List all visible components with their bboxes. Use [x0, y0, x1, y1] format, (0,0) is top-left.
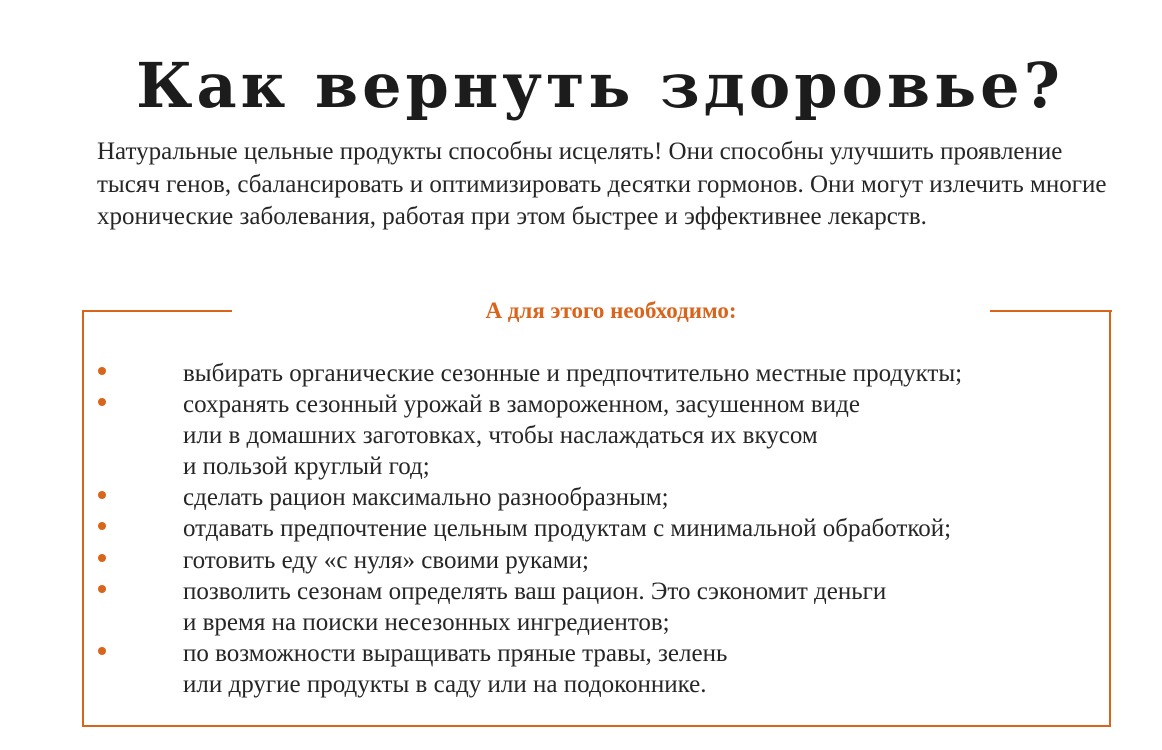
list-item-text: сохранять сезонный урожай в замороженном, засушенном виде или в домашних заготовках, чтобы наслаждаться их вкусом и пользой круглый год;: [183, 391, 860, 481]
list-item: [96, 358, 1096, 389]
list-item-text: отдавать предпочтение цельным продуктам с минимальной обработкой;: [183, 515, 952, 543]
frame-top-right-rule: [990, 310, 1112, 312]
bullet-icon: [98, 522, 106, 530]
list-item-text: позволить сезонам определять ваш рацион. Это сэкономит деньги и время на поиски несезонных ингредиентов;: [183, 577, 887, 636]
bullet-icon: [98, 554, 106, 562]
bullet-icon: [98, 367, 106, 375]
list-item: [96, 482, 1096, 513]
box-heading: А для этого необходимо:: [485, 298, 737, 323]
bullet-icon: [98, 585, 106, 593]
bullet-icon: [98, 491, 106, 499]
list-item-text: готовить еду «с нуля» своими руками;: [183, 546, 589, 574]
list-item-text: по возможности выращивать пряные травы, зелень или другие продукты в саду или на подоконнике.: [183, 639, 728, 698]
recommendation-list: [96, 358, 1096, 700]
page-title: Как вернуть здоровье?: [136, 48, 1064, 122]
frame-top-left-rule: [82, 310, 232, 312]
list-item: [96, 389, 1096, 482]
bullet-icon: [98, 398, 106, 406]
bullet-icon: [98, 647, 106, 655]
list-item-text: выбирать органические сезонные и предпочтительно местные продукты;: [183, 360, 963, 387]
list-item: [96, 545, 1096, 576]
list-item: [96, 513, 1096, 544]
list-item: [96, 576, 1096, 638]
list-item-text: сделать рацион максимально разнообразным;: [183, 484, 669, 512]
list-item: [96, 638, 1096, 700]
intro-paragraph: Натуральные цельные продукты способны исцелять! Они способны улучшить проявление тысяч генов, сбалансировать и оптимизировать десятки гормонов. Они могут излечить многие хронические заболевания, работая при этом быстрее и эффективнее лекарств.: [97, 138, 1107, 230]
